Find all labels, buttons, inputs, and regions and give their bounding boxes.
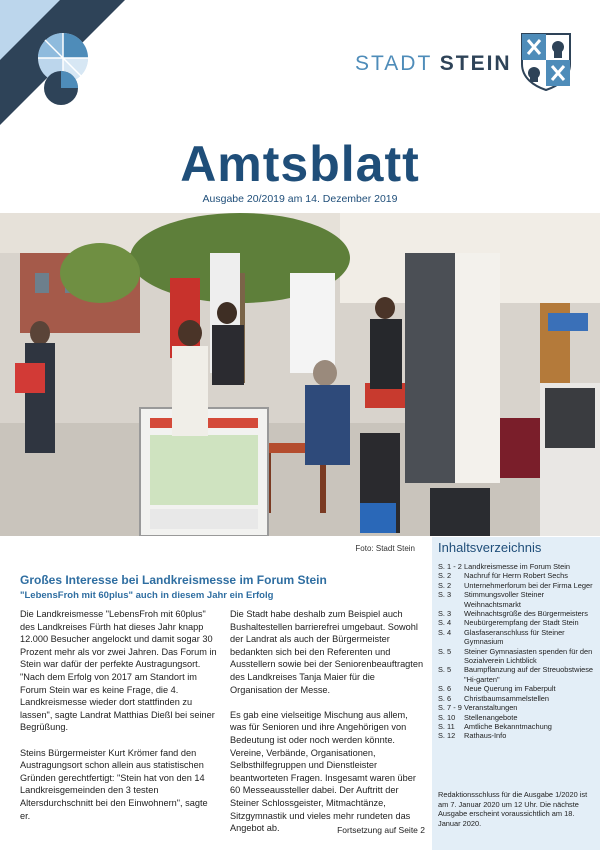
toc-page: S. 11 [438,721,455,731]
toc-text: Neubürgerempfang der Stadt Stein [464,618,579,628]
article-headline: Großes Interesse bei Landkreismesse im Forum Stein [20,573,327,587]
toc-page: S. 3 [438,609,452,619]
continuation-note: Fortsetzung auf Seite 2 [337,825,425,835]
fair-photo [0,213,600,536]
toc-page: S. 2 [438,571,452,581]
toc-text: Christbaumsammelstellen [464,693,550,703]
issue-line: Ausgabe 20/2019 am 14. Dezember 2019 [202,193,398,205]
article-paragraph: Die Landkreismesse "LebensFroh mit 60plus" des Landkreises Fürth hat dieses Jahr knapp 12.000 Besucher angelockt und damit sogar 30 Prozent mehr als vor zwei Jahren. Das Forum in Stein war dafür der perfekte Austragungsort. "Nach dem Erfolg von 2017 am Standort im Forum Stein war es keine Frage, die 4. Landkreismesse wieder dort stattfinden zu lassen", sagte Landrat Matthias Dießl bei seiner Begrüßung. [20,609,217,733]
toc-page: S. 5 [438,646,452,656]
toc-text: Landkreismesse im Forum Stein [464,562,570,571]
toc-item[interactable] [438,581,596,590]
toc-page: S. 5 [438,665,452,675]
toc-item[interactable] [438,703,596,712]
city-logo-icon [35,30,91,110]
city-name [355,52,512,76]
toc-item[interactable] [438,722,596,731]
city-name-part1: STADT [355,52,432,75]
toc-page: S. 4 [438,627,452,637]
toc-item[interactable] [438,713,596,722]
toc-item[interactable] [438,609,596,618]
article-subheadline: "LebensFroh mit 60plus" auch in diesem Jahr ein Erfolg [20,590,274,601]
toc-text: Steiner Gymnasiasten spenden für den Sozialverein Lichtblick [464,646,593,666]
toc-item[interactable] [438,590,596,609]
article-paragraph: Die Stadt habe deshalb zum Beispiel auch Bushaltestellen barrierefrei umgebaut. Sowohl der Landrat als auch der Bürgermeister bedankten sich bei den Referenten und Ausstellern sowie bei der Seniorenbeauftragten des Landkreises Tanja Maier für die Organisation der Messe. [230,609,424,695]
page-title: Amtsblatt [180,136,420,192]
toc-text: Unternehmerforum bei der Firma Leger [464,580,593,590]
toc-text: Stellenangebote [464,712,518,722]
photo-caption: Foto: Stadt Stein [355,544,415,553]
city-name-part2: STEIN [439,52,512,75]
toc-page: S. 6 [438,684,452,694]
toc-title: Inhaltsverzeichnis [438,540,542,555]
toc-text: Neue Querung im Faberpult [464,684,556,694]
toc-page: S. 7 - 9 [438,703,462,713]
article-column-1 [20,608,218,835]
toc-page: S. 10 [438,712,456,722]
toc-page: S. 12 [438,731,456,741]
article-paragraph: Es gab eine vielseitige Mischung aus allem, was für Senioren und ihre Angehörigen von Bedeutung ist oder noch werden könnte. Vereine, Verbände, Organisationen, Selbsthilfegruppen und Dienstleister beantworteten Fragen. Insgesamt waren über 60 Messeaussteller dabei. Der Auftritt der Steiner Schlossgeister, Mitmachtänze, Sitzgymnastik und vieles mehr rundeten das Angebot ab. [230,709,416,834]
toc-text: Weihnachtsgrüße des Bürgermeisters [464,609,588,619]
article-paragraph: Steins Bürgermeister Kurt Krömer fand den Austragungsort schon allein aus statistischen Gründen gerechtfertigt: "Stein hat von den 14 Landkreisgemeinden den 3 testen Altersdurchschnitt bei den Einwohnern", sagte er. [20,747,208,821]
toc-item[interactable] [438,571,596,580]
toc-text: Amtliche Bekanntmachung [464,721,552,731]
toc-page: S. 1 - 2 [438,562,462,571]
editorial-deadline-note: Redaktionsschluss für die Ausgabe 1/2020 ist am 7. Januar 2020 um 12 Uhr. Die nächste Ausgabe erscheint voraussichtlich am 18. Januar 2020. [438,790,588,828]
city-crest-icon [518,30,574,92]
toc-page: S. 6 [438,693,452,703]
toc-text: Baumpflanzung auf der Streuobstwiese "Hi-garten" [464,665,594,684]
toc-item[interactable] [438,647,596,666]
toc-item[interactable] [438,628,596,647]
toc-item[interactable] [438,684,596,693]
toc-text: Rathaus-Info [464,731,507,741]
toc-item[interactable] [438,665,596,684]
toc-text: Veranstaltungen [464,703,518,713]
toc-item[interactable] [438,731,596,740]
toc-text: Stimmungsvoller Steiner Weihnachtsmarkt [464,590,545,609]
toc-text: Nachruf für Herrn Robert Sechs [464,571,568,581]
toc-page: S. 4 [438,618,452,628]
toc-item[interactable] [438,618,596,627]
toc-text: Glasfaseranschluss für Steiner Gymnasium [464,627,565,647]
toc-item[interactable] [438,562,596,571]
toc-list [438,562,596,741]
toc-item[interactable] [438,694,596,703]
article-column-2 [230,608,425,847]
toc-page: S. 2 [438,580,452,590]
toc-page: S. 3 [438,590,452,600]
